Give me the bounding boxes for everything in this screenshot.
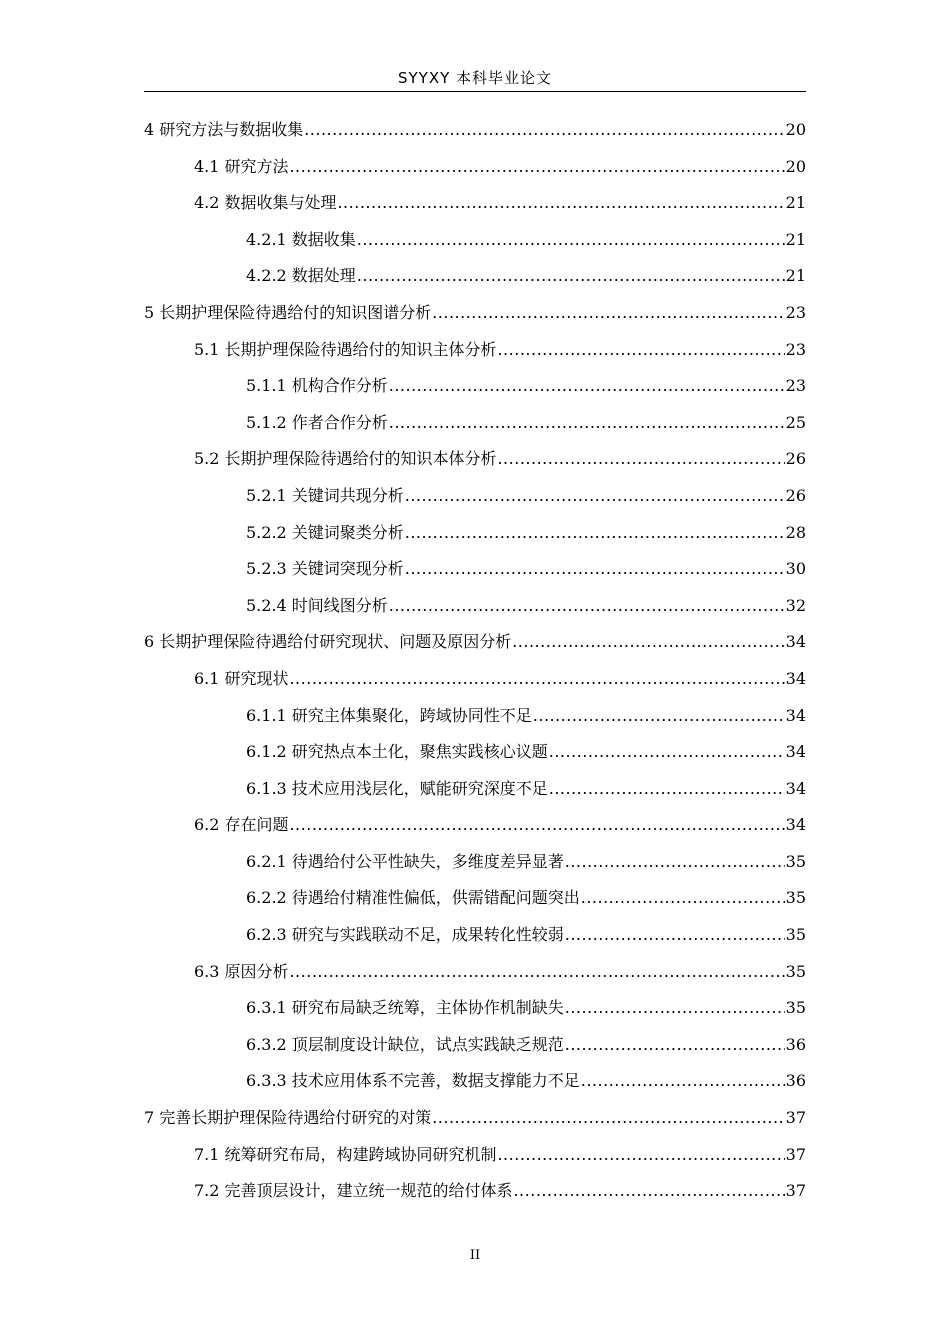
toc-entry-label <box>246 258 356 295</box>
toc-entry-number: 6.1.1 <box>246 705 287 725</box>
toc-entry-label <box>246 478 404 515</box>
toc-entry-title: 关键词聚类分析 <box>291 522 404 542</box>
toc-dot-leader <box>405 478 785 515</box>
toc-entry-title: 存在问题 <box>224 815 289 835</box>
toc-dot-leader <box>432 1100 784 1137</box>
toc-entry-page: 37 <box>785 1181 806 1201</box>
toc-entry-number: 5.2.3 <box>246 559 287 579</box>
toc-entry-page: 32 <box>785 595 806 615</box>
toc-entry-label <box>246 551 404 588</box>
toc-dot-leader <box>497 1137 784 1174</box>
toc-entry[interactable] <box>144 990 806 1027</box>
toc-entry[interactable] <box>144 698 806 735</box>
toc-entry-title: 关键词突现分析 <box>291 559 404 579</box>
toc-entry-number: 6.2.3 <box>246 925 287 945</box>
toc-entry-page: 35 <box>785 851 806 871</box>
toc-entry-label <box>144 112 303 149</box>
toc-entry-page: 30 <box>785 559 806 579</box>
toc-dot-leader <box>357 258 785 295</box>
toc-entry-label <box>246 844 564 881</box>
toc-entry-title: 研究布局缺乏统筹，主体协作机制缺失 <box>291 998 564 1018</box>
toc-entry[interactable] <box>144 332 806 369</box>
toc-entry-page: 23 <box>785 376 806 396</box>
toc-entry-label <box>194 661 288 698</box>
toc-entry-number: 4.2.2 <box>246 266 287 286</box>
toc-entry-number: 4.2 <box>194 193 220 213</box>
toc-entry-label <box>194 185 336 222</box>
toc-entry-title: 机构合作分析 <box>291 376 388 396</box>
toc-entry[interactable] <box>144 844 806 881</box>
toc-entry[interactable] <box>144 222 806 259</box>
toc-entry[interactable] <box>144 880 806 917</box>
toc-entry-page: 34 <box>785 815 806 835</box>
page-number: II <box>469 1248 481 1263</box>
toc-entry-page: 26 <box>785 449 806 469</box>
toc-dot-leader <box>304 112 784 149</box>
toc-entry-number: 5.2 <box>194 449 220 469</box>
toc-entry-title: 长期护理保险待遇给付研究现状、问题及原因分析 <box>159 632 512 652</box>
toc-entry-label <box>246 405 388 442</box>
toc-entry-label <box>144 624 511 661</box>
toc-entry-title: 待遇给付精准性偏低，供需错配问题突出 <box>291 888 580 908</box>
toc-entry[interactable] <box>144 149 806 186</box>
toc-entry-number: 5.2.2 <box>246 522 287 542</box>
toc-entry-number: 6.1.3 <box>246 778 287 798</box>
toc-dot-leader <box>389 368 785 405</box>
toc-entry-page: 36 <box>785 1034 806 1054</box>
toc-entry-page: 25 <box>785 412 806 432</box>
toc-entry-number: 7.1 <box>194 1144 220 1164</box>
toc-entry-label <box>246 368 388 405</box>
toc-dot-leader <box>289 954 784 991</box>
toc-entry-label <box>246 1027 564 1064</box>
toc-entry-page: 34 <box>785 705 806 725</box>
toc-entry[interactable] <box>144 954 806 991</box>
toc-entry-title: 研究热点本土化，聚焦实践核心议题 <box>291 742 548 762</box>
toc-entry-number: 5.2.1 <box>246 485 287 505</box>
toc-entry-title: 作者合作分析 <box>291 412 388 432</box>
toc-entry-page: 34 <box>785 668 806 688</box>
toc-dot-leader <box>389 405 785 442</box>
page-footer <box>0 1248 950 1263</box>
toc-dot-leader <box>405 551 785 588</box>
toc-entry-number: 5.1 <box>194 339 220 359</box>
toc-dot-leader <box>289 149 784 186</box>
toc-entry-page: 34 <box>785 632 806 652</box>
page-header <box>144 68 806 92</box>
toc-entry-title: 原因分析 <box>224 961 289 981</box>
toc-entry-page: 37 <box>785 1144 806 1164</box>
toc-entry-number: 6.2.2 <box>246 888 287 908</box>
toc-entry-page: 20 <box>785 120 806 139</box>
toc-entry-label <box>144 1100 431 1137</box>
toc-entry-label <box>194 1173 512 1210</box>
toc-entry[interactable] <box>144 588 806 625</box>
toc-entry-title: 长期护理保险待遇给付的知识图谱分析 <box>159 302 432 322</box>
toc-entry-number: 4 <box>144 120 155 139</box>
toc-entry-page: 21 <box>785 229 806 249</box>
toc-dot-leader <box>497 441 784 478</box>
toc-entry-number: 5 <box>144 302 155 322</box>
toc-entry[interactable] <box>144 1100 806 1137</box>
toc-dot-leader <box>357 222 785 259</box>
toc-entry-label <box>246 880 580 917</box>
toc-entry[interactable] <box>144 1173 806 1210</box>
toc-entry[interactable] <box>144 917 806 954</box>
toc-dot-leader <box>581 880 785 917</box>
toc-entry-title: 技术应用浅层化，赋能研究深度不足 <box>291 778 548 798</box>
toc-dot-leader <box>565 917 785 954</box>
toc-entry[interactable] <box>144 478 806 515</box>
toc-dot-leader <box>565 844 785 881</box>
toc-entry-number: 5.2.4 <box>246 595 287 615</box>
toc-entry-title: 顶层制度设计缺位，试点实践缺乏规范 <box>291 1034 564 1054</box>
toc-dot-leader <box>513 1173 784 1210</box>
toc-entry-label <box>194 441 496 478</box>
toc-entry-number: 7 <box>144 1108 155 1128</box>
toc-entry-title: 技术应用体系不完善，数据支撑能力不足 <box>291 1071 580 1091</box>
toc-entry-number: 6 <box>144 632 155 652</box>
toc-entry-page: 20 <box>785 156 806 176</box>
toc-entry-title: 关键词共现分析 <box>291 485 404 505</box>
toc-entry-number: 4.2.1 <box>246 229 287 249</box>
toc-entry-title: 数据处理 <box>291 266 356 286</box>
toc-entry-label <box>246 917 564 954</box>
toc-entry[interactable] <box>144 661 806 698</box>
toc-entry-title: 时间线图分析 <box>291 595 388 615</box>
toc-entry-title: 研究方法 <box>224 156 289 176</box>
toc-entry[interactable] <box>144 515 806 552</box>
toc-entry-label <box>194 954 288 991</box>
toc-entry-title: 研究现状 <box>224 668 289 688</box>
toc-entry[interactable] <box>144 368 806 405</box>
toc-dot-leader <box>549 771 785 808</box>
toc-entry[interactable] <box>144 551 806 588</box>
toc-entry-label <box>246 1063 580 1100</box>
toc-entry-label <box>194 1137 496 1174</box>
toc-entry-label <box>144 295 431 332</box>
toc-entry-title: 研究方法与数据收集 <box>159 120 304 139</box>
toc-entry[interactable] <box>144 441 806 478</box>
toc-entry[interactable] <box>144 1137 806 1174</box>
toc-entry-page: 35 <box>785 888 806 908</box>
toc-entry-title: 数据收集 <box>291 229 356 249</box>
toc-entry-title: 完善长期护理保险待遇给付研究的对策 <box>159 1108 432 1128</box>
toc-entry-number: 4.1 <box>194 156 220 176</box>
toc-entry-page: 35 <box>785 961 806 981</box>
toc-entry-page: 28 <box>785 522 806 542</box>
toc-entry[interactable] <box>144 807 806 844</box>
toc-entry-number: 6.2 <box>194 815 220 835</box>
toc-entry[interactable] <box>144 295 806 332</box>
toc-entry-page: 23 <box>785 339 806 359</box>
toc-entry-title: 研究与实践联动不足，成果转化性较弱 <box>291 925 564 945</box>
toc-entry-label <box>246 515 404 552</box>
toc-entry-label <box>246 698 532 735</box>
toc-entry-number: 6.1.2 <box>246 742 287 762</box>
toc-entry[interactable] <box>144 405 806 442</box>
toc-dot-leader <box>512 624 784 661</box>
toc-entry-title: 统筹研究布局，构建跨域协同研究机制 <box>224 1144 497 1164</box>
toc-entry[interactable] <box>144 771 806 808</box>
toc-entry-page: 21 <box>785 266 806 286</box>
toc-dot-leader <box>405 515 785 552</box>
toc-entry-number: 6.3.2 <box>246 1034 287 1054</box>
toc-entry[interactable] <box>144 734 806 771</box>
toc-entry-number: 6.3.1 <box>246 998 287 1018</box>
toc-dot-leader <box>289 661 784 698</box>
toc-entry-title: 待遇给付公平性缺失，多维度差异显著 <box>291 851 564 871</box>
toc-entry-page: 34 <box>785 742 806 762</box>
toc-dot-leader <box>289 807 784 844</box>
toc-entry-page: 21 <box>785 193 806 213</box>
toc-entry-number: 6.3.3 <box>246 1071 287 1091</box>
toc-entry-title: 完善顶层设计，建立统一规范的给付体系 <box>224 1181 513 1201</box>
toc-entry-number: 7.2 <box>194 1181 220 1201</box>
toc-entry-number: 5.1.1 <box>246 376 287 396</box>
toc-entry-page: 34 <box>785 778 806 798</box>
toc-entry[interactable] <box>144 1063 806 1100</box>
table-of-contents <box>144 112 806 1210</box>
toc-entry-title: 研究主体集聚化，跨域协同性不足 <box>291 705 532 725</box>
toc-dot-leader <box>565 1027 785 1064</box>
toc-entry-title: 长期护理保险待遇给付的知识本体分析 <box>224 449 497 469</box>
header-title: SYYXY 本科毕业论文 <box>397 69 553 87</box>
toc-entry-label <box>246 222 356 259</box>
toc-dot-leader <box>432 295 784 332</box>
toc-entry-page: 23 <box>785 302 806 322</box>
toc-entry[interactable] <box>144 112 806 149</box>
toc-entry-label <box>194 807 288 844</box>
toc-entry-page: 37 <box>785 1108 806 1128</box>
toc-dot-leader <box>565 990 785 1027</box>
toc-dot-leader <box>581 1063 785 1100</box>
toc-entry-title: 数据收集与处理 <box>224 193 337 213</box>
toc-entry-title: 长期护理保险待遇给付的知识主体分析 <box>224 339 497 359</box>
toc-entry-number: 5.1.2 <box>246 412 287 432</box>
toc-entry-number: 6.1 <box>194 668 220 688</box>
toc-entry-page: 26 <box>785 485 806 505</box>
toc-entry-label <box>246 588 388 625</box>
toc-entry[interactable] <box>144 1027 806 1064</box>
toc-entry-page: 35 <box>785 925 806 945</box>
toc-entry[interactable] <box>144 624 806 661</box>
toc-entry-label <box>194 149 288 186</box>
toc-entry-label <box>246 990 564 1027</box>
toc-entry-number: 6.2.1 <box>246 851 287 871</box>
toc-entry-page: 36 <box>785 1071 806 1091</box>
toc-entry-label <box>246 771 548 808</box>
toc-entry-label <box>194 332 496 369</box>
toc-entry[interactable] <box>144 258 806 295</box>
toc-entry-number: 6.3 <box>194 961 220 981</box>
toc-dot-leader <box>389 588 785 625</box>
toc-dot-leader <box>533 698 785 735</box>
toc-entry-label <box>246 734 548 771</box>
toc-entry[interactable] <box>144 185 806 222</box>
toc-dot-leader <box>549 734 785 771</box>
toc-entry-page: 35 <box>785 998 806 1018</box>
toc-dot-leader <box>337 185 784 222</box>
toc-dot-leader <box>497 332 784 369</box>
